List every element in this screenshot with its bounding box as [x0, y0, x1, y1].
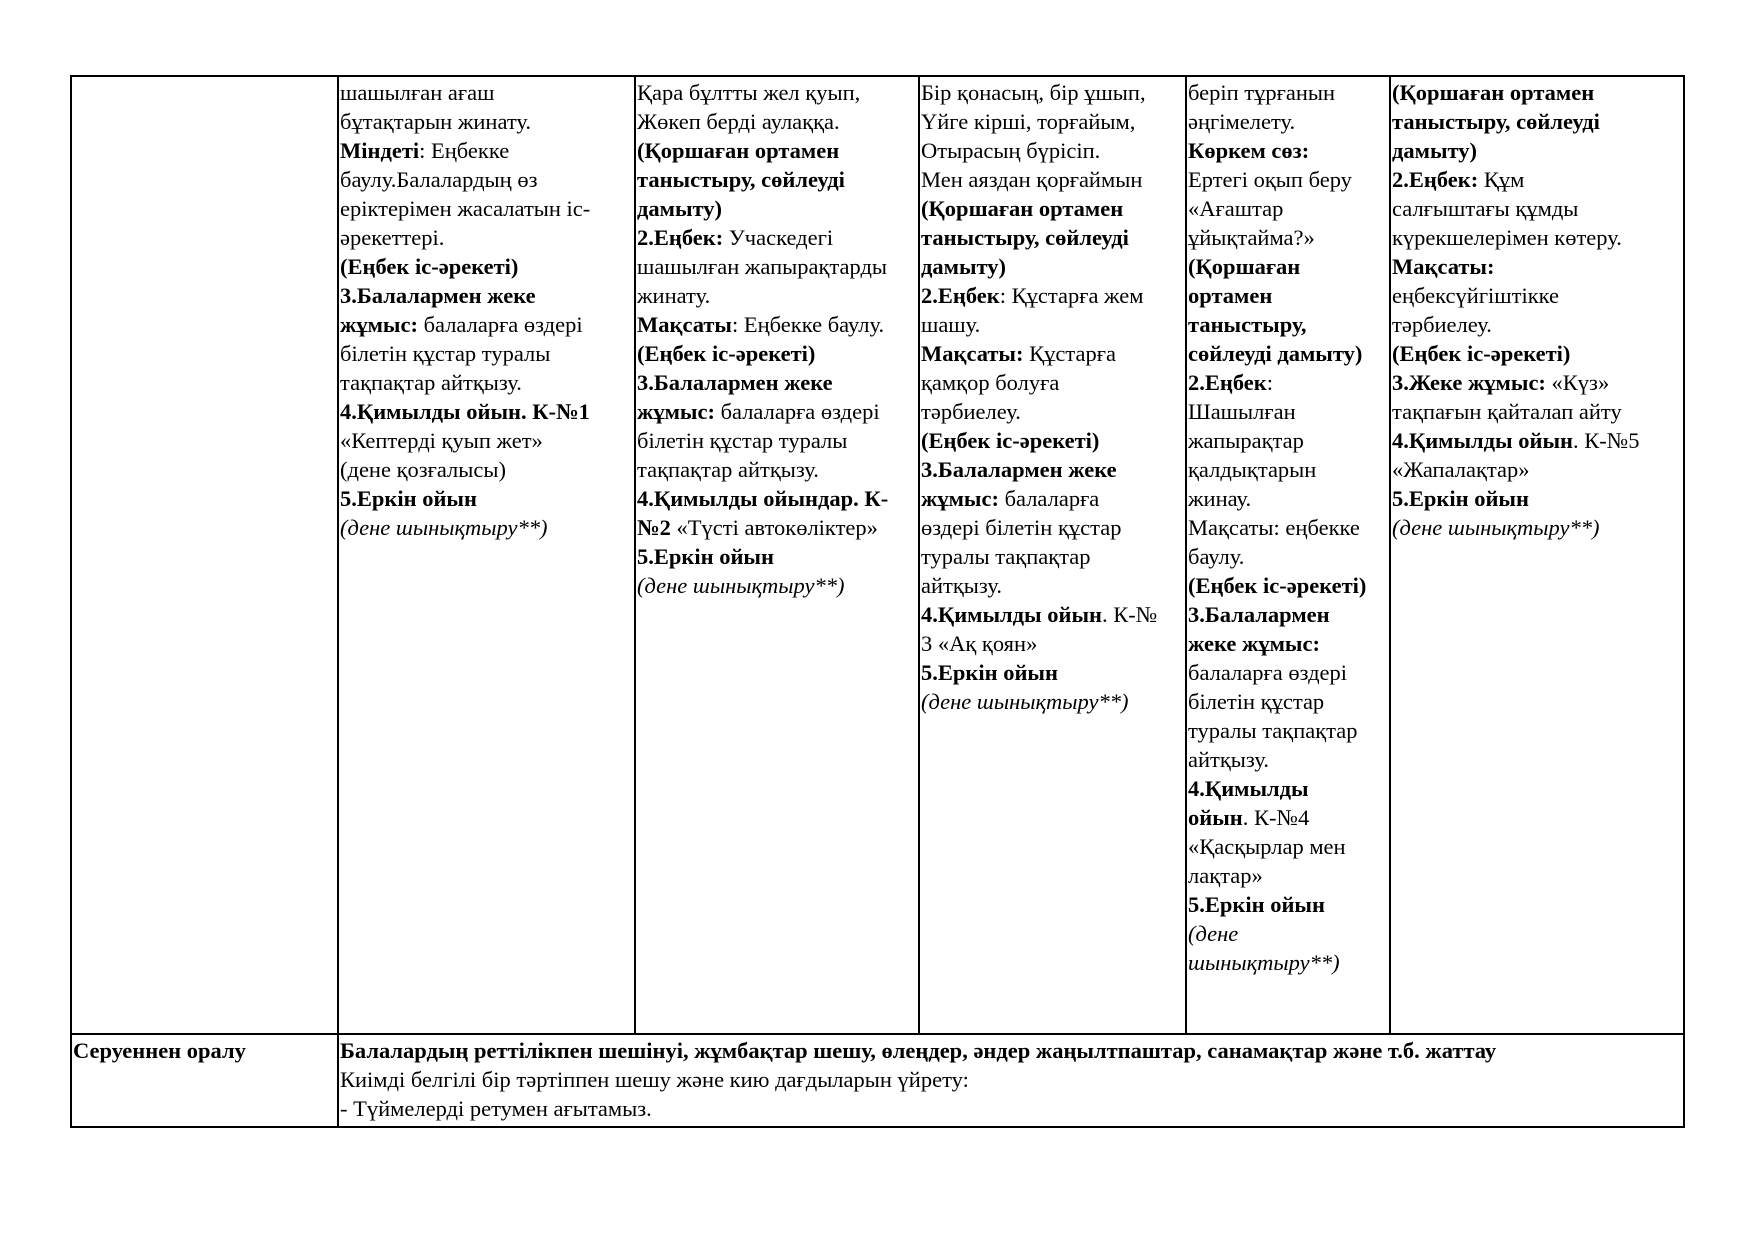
- text-line: [921, 107, 1184, 136]
- text-line: [1188, 832, 1388, 861]
- text-line: [1392, 339, 1682, 368]
- text-run: балаларға өздері: [714, 399, 880, 424]
- text-run: айтқызу.: [1188, 747, 1269, 772]
- day-cell: [919, 76, 1186, 1034]
- text-line: [1392, 426, 1682, 455]
- text-line: [1188, 571, 1388, 600]
- text-run: «Күз»: [1545, 370, 1610, 395]
- text-run: (дене шынықтыру**): [340, 515, 548, 540]
- text-line: [1188, 803, 1388, 832]
- text-line: [921, 78, 1184, 107]
- text-line: [340, 281, 633, 310]
- text-line: [921, 484, 1184, 513]
- text-line: [1188, 136, 1388, 165]
- text-line: [1188, 948, 1388, 977]
- text-run: . К-№5: [1573, 428, 1640, 453]
- text-run: Шашылған: [1188, 399, 1296, 424]
- text-run: білетін құстар туралы: [637, 428, 848, 453]
- text-run: Мақсаты: [637, 312, 732, 337]
- text-line: [1392, 78, 1682, 107]
- text-line: [1188, 252, 1388, 281]
- text-run: (дене қозғалысы): [340, 457, 507, 482]
- text-run: тәрбиелеу.: [1392, 312, 1492, 337]
- text-line: [637, 281, 917, 310]
- text-line: [921, 629, 1184, 658]
- text-run: (Қоршаған ортамен: [921, 196, 1124, 221]
- text-line: [637, 194, 917, 223]
- text-line: [1392, 107, 1682, 136]
- text-run: дамыту): [637, 196, 723, 221]
- text-run: 3.Балалармен жеке: [921, 457, 1117, 482]
- text-run: қамқор болуға: [921, 370, 1060, 395]
- text-run: қалдықтарын: [1188, 457, 1317, 482]
- text-run: тақпағын қайталап айту: [1392, 399, 1622, 424]
- text-run: 4.Қимылды ойындар. К-: [637, 486, 889, 511]
- text-run: №2: [637, 515, 671, 540]
- text-run: 2.Еңбек: [1188, 370, 1267, 395]
- text-run: бұтақтарын жинату.: [340, 109, 532, 134]
- text-line: [1188, 687, 1388, 716]
- text-run: Құм: [1478, 167, 1525, 192]
- text-line: [1188, 78, 1388, 107]
- text-line: [340, 252, 633, 281]
- text-line: [637, 310, 917, 339]
- text-line: [340, 368, 633, 397]
- text-line: [1392, 136, 1682, 165]
- text-line: [340, 165, 633, 194]
- text-line: [637, 252, 917, 281]
- text-run: балаларға өздері: [417, 312, 583, 337]
- text-line: [921, 281, 1184, 310]
- text-line: [1188, 658, 1388, 687]
- text-run: 2.Еңбек:: [1392, 167, 1479, 192]
- text-line: [921, 571, 1184, 600]
- text-run: 5.Еркін ойын: [1392, 486, 1529, 511]
- text-run: (Еңбек іс-әрекеті): [921, 428, 1100, 453]
- text-line: [340, 223, 633, 252]
- text-run: сөйлеуді дамыту): [1188, 341, 1363, 366]
- text-line: [921, 310, 1184, 339]
- text-run: беріп тұрғанын: [1188, 80, 1336, 105]
- text-line: [1188, 774, 1388, 803]
- text-line: [340, 194, 633, 223]
- text-line: [637, 107, 917, 136]
- text-run: 3.Жеке жұмыс:: [1392, 370, 1546, 395]
- text-run: Отырасың бүрісіп.: [921, 138, 1101, 163]
- text-run: таныстыру, сөйлеуді: [1392, 109, 1600, 134]
- text-line: [340, 455, 633, 484]
- text-run: 3.Балалармен: [1188, 602, 1330, 627]
- text-run: 4.Қимылды ойын: [1392, 428, 1573, 453]
- text-line: [921, 165, 1184, 194]
- text-run: шынықтыру**): [1188, 950, 1340, 975]
- text-run: 3 «Ақ қоян»: [921, 631, 1038, 656]
- text-run: жапырақтар: [1188, 428, 1304, 453]
- text-line: [1188, 455, 1388, 484]
- text-run: (Еңбек іс-әрекеті): [1188, 573, 1367, 598]
- text-run: жинату.: [637, 283, 711, 308]
- text-run: : Еңбекке: [419, 138, 510, 163]
- text-line: [637, 397, 917, 426]
- text-run: таныстыру,: [1188, 312, 1307, 337]
- text-line: [1188, 600, 1388, 629]
- text-run: Жөкеп берді аулаққа.: [637, 109, 840, 134]
- text-run: еңбексүйгіштікке: [1392, 283, 1559, 308]
- text-line: [340, 310, 633, 339]
- text-run: : Құстарға жем: [999, 283, 1144, 308]
- text-line: [1188, 107, 1388, 136]
- text-run: (Қоршаған ортамен: [637, 138, 840, 163]
- text-line: [1188, 716, 1388, 745]
- text-line: [637, 455, 917, 484]
- text-run: 5.Еркін ойын: [637, 544, 774, 569]
- text-run: жұмыс:: [637, 399, 715, 424]
- text-run: ойын: [1188, 805, 1243, 830]
- text-run: білетін құстар туралы: [340, 341, 551, 366]
- plan-table: [70, 75, 1685, 1128]
- text-run: тақпақтар айтқызу.: [340, 370, 522, 395]
- text-run: жұмыс:: [340, 312, 418, 337]
- text-line: [1188, 397, 1388, 426]
- text-run: «Жапалақтар»: [1392, 457, 1530, 482]
- text-run: «Ағаштар: [1188, 196, 1284, 221]
- text-run: тақпақтар айтқызу.: [637, 457, 819, 482]
- text-line: [1188, 368, 1388, 397]
- text-line: [921, 455, 1184, 484]
- return-row: [71, 1034, 1684, 1127]
- text-run: әрекеттері.: [340, 225, 445, 250]
- text-line: [921, 252, 1184, 281]
- text-run: туралы тақпақтар: [921, 544, 1091, 569]
- text-run: (Еңбек іс-әрекеті): [1392, 341, 1571, 366]
- text-line: [637, 513, 917, 542]
- text-line: [1392, 165, 1682, 194]
- text-line: [1188, 861, 1388, 890]
- return-heading: Балалардың реттілікпен шешінуі, жұмбақтар шешу, өлеңдер, әндер жаңылтпаштар, санамақтар және т.б. жаттау: [340, 1038, 1497, 1063]
- text-run: 3.Балалармен жеке: [637, 370, 833, 395]
- text-run: Мақсаты: еңбекке: [1188, 515, 1360, 540]
- text-line: [1188, 542, 1388, 571]
- text-run: шашылған жапырақтарды: [637, 254, 888, 279]
- text-run: (дене: [1188, 921, 1239, 946]
- text-line: [340, 484, 633, 513]
- text-run: Құстарға: [1023, 341, 1116, 366]
- text-line: [921, 194, 1184, 223]
- text-run: . К-№: [1102, 602, 1158, 627]
- text-run: : Еңбекке баулу.: [732, 312, 885, 337]
- text-line: [1392, 252, 1682, 281]
- text-line: [340, 78, 633, 107]
- text-line: [1392, 281, 1682, 310]
- text-run: 2.Еңбек: [921, 283, 1000, 308]
- text-run: балаларға: [998, 486, 1100, 511]
- text-run: шашу.: [921, 312, 981, 337]
- text-line: [1188, 339, 1388, 368]
- text-line: [637, 542, 917, 571]
- text-line: [340, 107, 633, 136]
- text-run: лақтар»: [1188, 863, 1263, 888]
- text-run: Ертегі оқып беру: [1188, 167, 1352, 192]
- text-line: [1188, 223, 1388, 252]
- return-content-cell: [338, 1034, 1684, 1127]
- text-run: Көркем сөз:: [1188, 138, 1310, 163]
- text-line: [340, 426, 633, 455]
- text-line: [637, 136, 917, 165]
- text-run: 4.Қимылды ойын. К-№1: [340, 399, 590, 424]
- text-run: өздері білетін құстар: [921, 515, 1122, 540]
- row-label-cell: [71, 76, 338, 1034]
- text-line: [1188, 165, 1388, 194]
- text-line: [921, 136, 1184, 165]
- text-run: ортамен: [1188, 283, 1273, 308]
- text-line: [1188, 890, 1388, 919]
- text-line: [1188, 281, 1388, 310]
- text-run: (дене шынықтыру**): [1392, 515, 1600, 540]
- text-line: [1392, 455, 1682, 484]
- text-line: [1392, 223, 1682, 252]
- text-run: (Еңбек іс-әрекеті): [340, 254, 519, 279]
- text-run: еріктерімен жасалатын іс-: [340, 196, 591, 221]
- return-line: - Түймелерді ретумен ағытамыз.: [340, 1096, 652, 1121]
- text-run: Мен аяздан қорғаймын: [921, 167, 1143, 192]
- text-line: [637, 571, 917, 600]
- text-run: балаларға өздері: [1188, 660, 1348, 685]
- text-line: [340, 136, 633, 165]
- text-run: Бір қонасың, бір ұшып,: [921, 80, 1146, 105]
- text-line: [921, 368, 1184, 397]
- text-run: жеке жұмыс:: [1188, 631, 1320, 656]
- day-cell: [1390, 76, 1684, 1034]
- text-run: 2.Еңбек:: [637, 225, 724, 250]
- text-run: 5.Еркін ойын: [340, 486, 477, 511]
- text-run: (Қоршаған ортамен: [1392, 80, 1595, 105]
- text-line: [1188, 919, 1388, 948]
- walk-row: [71, 76, 1684, 1034]
- text-line: [921, 513, 1184, 542]
- text-line: [1188, 629, 1388, 658]
- text-run: 5.Еркін ойын: [1188, 892, 1325, 917]
- text-run: баулу.Балалардың өз: [340, 167, 538, 192]
- day-cell: [338, 76, 635, 1034]
- text-line: [1392, 368, 1682, 397]
- text-line: [637, 426, 917, 455]
- text-line: [1188, 513, 1388, 542]
- text-run: 3.Балалармен жеке: [340, 283, 536, 308]
- text-run: Мақсаты:: [921, 341, 1024, 366]
- text-run: Міндеті: [340, 138, 420, 163]
- text-run: ұйықтайма?»: [1188, 225, 1315, 250]
- text-run: (Қоршаған: [1188, 254, 1301, 279]
- text-line: [340, 397, 633, 426]
- text-run: әңгімелету.: [1188, 109, 1296, 134]
- text-run: Үйге кірші, торғайым,: [921, 109, 1136, 134]
- text-line: [1188, 426, 1388, 455]
- text-line: [1188, 310, 1388, 339]
- return-line: Киімді белгілі бір тәртіппен шешу және кию дағдыларын үйрету:: [340, 1067, 969, 1092]
- text-line: [637, 165, 917, 194]
- text-run: салғыштағы құмды: [1392, 196, 1579, 221]
- text-line: [1392, 513, 1682, 542]
- text-line: [340, 339, 633, 368]
- text-line: [1188, 194, 1388, 223]
- text-run: айтқызу.: [921, 573, 1002, 598]
- text-run: шашылған ағаш: [340, 80, 495, 105]
- text-line: [340, 513, 633, 542]
- text-run: (дене шынықтыру**): [921, 689, 1129, 714]
- text-run: жинау.: [1188, 486, 1252, 511]
- text-run: жұмыс:: [921, 486, 999, 511]
- text-run: «Түсті автокөліктер»: [670, 515, 878, 540]
- text-line: [921, 600, 1184, 629]
- row-label-cell: [71, 1034, 338, 1127]
- text-line: [1392, 397, 1682, 426]
- text-run: 4.Қимылды ойын: [921, 602, 1102, 627]
- text-line: [1188, 745, 1388, 774]
- text-line: [1188, 484, 1388, 513]
- text-line: [921, 542, 1184, 571]
- day-cell: [635, 76, 919, 1034]
- text-run: туралы тақпақтар: [1188, 718, 1358, 743]
- text-line: [637, 484, 917, 513]
- text-line: [921, 687, 1184, 716]
- text-run: күрекшелерімен көтеру.: [1392, 225, 1622, 250]
- text-run: . К-№4: [1242, 805, 1310, 830]
- text-line: [637, 78, 917, 107]
- text-line: [637, 339, 917, 368]
- text-run: 4.Қимылды: [1188, 776, 1309, 801]
- text-line: [921, 426, 1184, 455]
- text-run: білетін құстар: [1188, 689, 1325, 714]
- text-line: [1392, 194, 1682, 223]
- return-label: Серуеннен оралу: [73, 1038, 246, 1063]
- text-run: Мақсаты:: [1392, 254, 1495, 279]
- text-run: баулу.: [1188, 544, 1245, 569]
- text-line: [637, 223, 917, 252]
- text-run: (дене шынықтыру**): [637, 573, 845, 598]
- text-run: таныстыру, сөйлеуді: [637, 167, 845, 192]
- text-line: [921, 223, 1184, 252]
- text-run: (Еңбек іс-әрекеті): [637, 341, 816, 366]
- text-run: «Кептерді қуып жет»: [340, 428, 543, 453]
- day-cell: [1186, 76, 1390, 1034]
- text-line: [1392, 310, 1682, 339]
- text-run: :: [1266, 370, 1274, 395]
- text-line: [921, 397, 1184, 426]
- text-run: «Қасқырлар мен: [1188, 834, 1346, 859]
- text-line: [921, 339, 1184, 368]
- text-run: Қара бұлтты жел қуып,: [637, 80, 861, 105]
- text-run: тәрбиелеу.: [921, 399, 1021, 424]
- text-run: дамыту): [1392, 138, 1478, 163]
- text-run: дамыту): [921, 254, 1007, 279]
- text-run: Учаскедегі: [723, 225, 834, 250]
- text-run: 5.Еркін ойын: [921, 660, 1058, 685]
- text-run: таныстыру, сөйлеуді: [921, 225, 1129, 250]
- text-line: [1392, 484, 1682, 513]
- text-line: [637, 368, 917, 397]
- text-line: [921, 658, 1184, 687]
